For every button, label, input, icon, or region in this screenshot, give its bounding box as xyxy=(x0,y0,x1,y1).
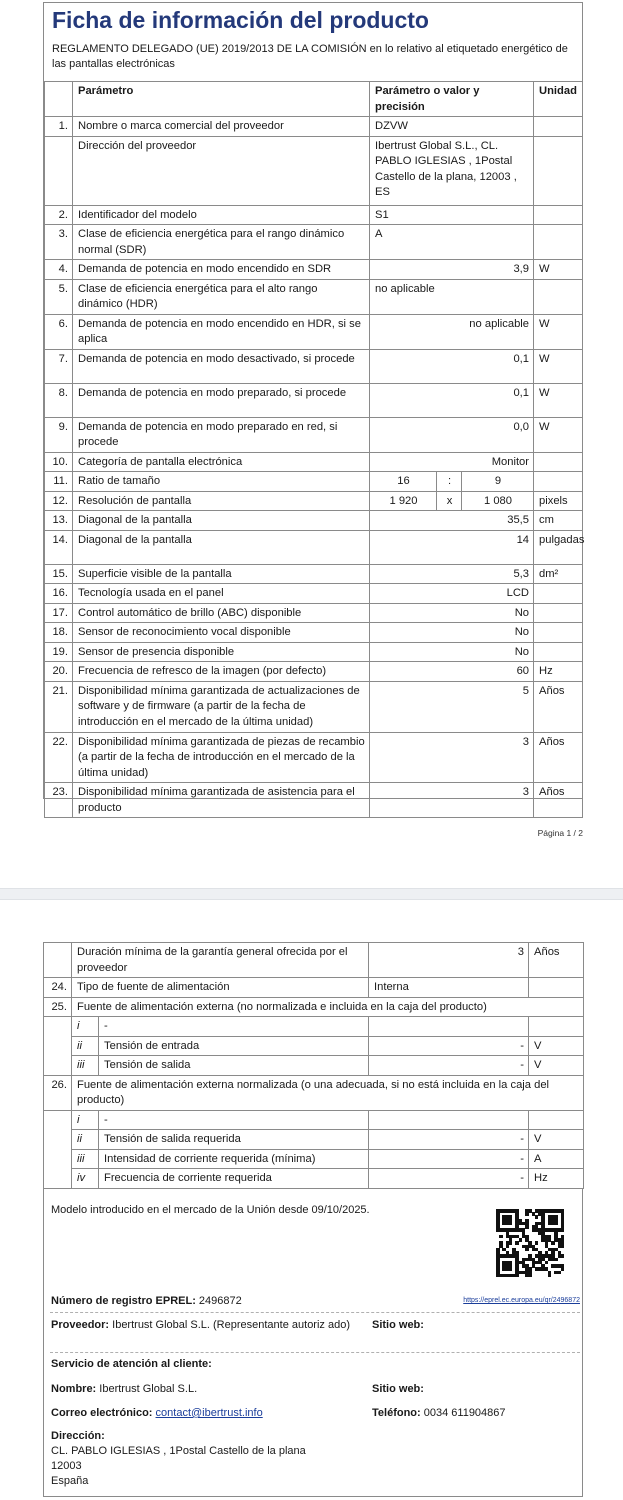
row-unit: Años xyxy=(534,783,583,818)
row-param: Categoría de pantalla electrónica xyxy=(73,452,370,472)
row-unit xyxy=(534,584,583,604)
table-row xyxy=(45,530,583,564)
row-param: Diagonal de la pantalla xyxy=(73,530,370,564)
sub-unit: V xyxy=(529,1130,584,1150)
sub-unit: A xyxy=(529,1149,584,1169)
row-number: 9. xyxy=(45,417,73,452)
row-param: Control automático de brillo (ABC) disponible xyxy=(73,603,370,623)
row-number: 23. xyxy=(45,783,73,818)
email-label: Correo electrónico: xyxy=(51,1407,153,1419)
row-value: 14 xyxy=(370,530,534,564)
row-value: 5,3 xyxy=(370,564,534,584)
eprel-link[interactable] xyxy=(463,1296,580,1306)
table-row xyxy=(45,225,583,260)
row-number: 13. xyxy=(45,511,73,531)
row-param: Demanda de potencia en modo encendido en SDR xyxy=(73,260,370,280)
address-line: CL. PABLO IGLESIAS , 1Postal Castello de la plana xyxy=(51,1445,306,1457)
row-number: 22. xyxy=(45,732,73,783)
sub-row xyxy=(44,1110,584,1130)
row-number: 15. xyxy=(45,564,73,584)
row-param: Dirección del proveedor xyxy=(73,136,370,205)
table-row xyxy=(45,732,583,783)
sub-value: - xyxy=(369,1056,529,1076)
row-value: No xyxy=(370,642,534,662)
sub-row xyxy=(44,1036,584,1056)
row-param: Tipo de fuente de alimentación xyxy=(72,978,369,998)
website-label: Sitio web: xyxy=(372,1319,424,1331)
row-value-2: 9 xyxy=(462,472,534,492)
row-unit: W xyxy=(534,314,583,349)
table-row xyxy=(45,491,583,511)
row-value: 3,9 xyxy=(370,260,534,280)
row-unit: Años xyxy=(534,732,583,783)
sub-unit: V xyxy=(529,1036,584,1056)
address-line: España xyxy=(51,1475,89,1487)
table-row xyxy=(45,472,583,492)
table-row xyxy=(45,452,583,472)
row-number: 24. xyxy=(44,978,72,998)
divider xyxy=(50,1312,580,1313)
eprel-label: Número de registro EPREL: xyxy=(51,1295,196,1307)
sub-index: iii xyxy=(72,1149,99,1169)
address-line: 12003 xyxy=(51,1460,82,1472)
sub-row xyxy=(44,1130,584,1150)
regulation-subtitle: REGLAMENTO DELEGADO (UE) 2019/2013 DE LA COMISIÓN en lo relativo al etiquetado energético de las pantallas electrónicas xyxy=(52,43,568,70)
service-name xyxy=(51,1382,197,1397)
sub-index: i xyxy=(72,1017,99,1037)
table-row xyxy=(45,417,583,452)
warranty-value: 3 xyxy=(369,943,529,978)
sub-value: - xyxy=(369,1169,529,1189)
row-value: 3 xyxy=(370,732,534,783)
supplier-label: Proveedor: xyxy=(51,1319,110,1331)
row-unit xyxy=(534,136,583,205)
row-number: 14. xyxy=(45,530,73,564)
row-param: Diagonal de la pantalla xyxy=(73,511,370,531)
sub-index: ii xyxy=(72,1036,99,1056)
warranty-unit: Años xyxy=(529,943,584,978)
qr-code-icon[interactable] xyxy=(496,1209,564,1277)
supplier-value: Ibertrust Global S.L. (Representante autoriz ado) xyxy=(112,1319,350,1331)
row-unit: W xyxy=(534,417,583,452)
row-unit: Hz xyxy=(534,662,583,682)
sub-index: ii xyxy=(72,1130,99,1150)
sub-label: Tensión de salida requerida xyxy=(99,1130,369,1150)
row-unit: pixels xyxy=(534,491,583,511)
table-row xyxy=(45,642,583,662)
table-row xyxy=(45,383,583,417)
row-value: LCD xyxy=(370,584,534,604)
row-number: 26. xyxy=(44,1075,72,1110)
sub-value: - xyxy=(369,1036,529,1056)
sub-label: Frecuencia de corriente requerida xyxy=(99,1169,369,1189)
row-unit: cm xyxy=(534,511,583,531)
sub-value: - xyxy=(369,1130,529,1150)
row-param: Demanda de potencia en modo preparado en red, si procede xyxy=(73,417,370,452)
row-unit xyxy=(534,452,583,472)
row-param: Demanda de potencia en modo preparado, si procede xyxy=(73,383,370,417)
row-number: 16. xyxy=(45,584,73,604)
product-info-sheet-page1 xyxy=(43,2,585,814)
customer-service-title: Servicio de atención al cliente: xyxy=(51,1358,212,1370)
row-unit: W xyxy=(534,383,583,417)
row-number: 11. xyxy=(45,472,73,492)
row-param: Clase de eficiencia energética para el rango dinámico normal (SDR) xyxy=(73,225,370,260)
row-param: Tecnología usada en el panel xyxy=(73,584,370,604)
row-number: 17. xyxy=(45,603,73,623)
divider xyxy=(50,1352,580,1353)
phone-value: 0034 611904867 xyxy=(423,1407,506,1419)
header-value: Parámetro o valor y precisión xyxy=(370,82,534,117)
eprel-number xyxy=(51,1294,242,1309)
row-separator: : xyxy=(437,472,462,492)
row-number: 6. xyxy=(45,314,73,349)
row-number: 25. xyxy=(44,997,72,1017)
table-row xyxy=(45,511,583,531)
row-unit xyxy=(534,623,583,643)
row-param: Demanda de potencia en modo desactivado, si procede xyxy=(73,349,370,383)
sub-value xyxy=(369,1017,529,1037)
row-unit xyxy=(534,205,583,225)
row-value: 35,5 xyxy=(370,511,534,531)
page-number: Página 1 / 2 xyxy=(537,828,583,838)
row-number: 8. xyxy=(45,383,73,417)
table-row xyxy=(45,279,583,314)
row-value: 0,1 xyxy=(370,349,534,383)
row-value: No xyxy=(370,603,534,623)
row-param: Identificador del modelo xyxy=(73,205,370,225)
row-param: Nombre o marca comercial del proveedor xyxy=(73,117,370,137)
sub-label: - xyxy=(99,1017,369,1037)
row-unit: dm² xyxy=(534,564,583,584)
page-separator xyxy=(0,888,623,900)
row-number: 21. xyxy=(45,681,73,732)
row-unit xyxy=(534,279,583,314)
sub-unit xyxy=(529,1110,584,1130)
row-separator: x xyxy=(437,491,462,511)
row-param: Fuente de alimentación externa (no normalizada e incluida en la caja del producto) xyxy=(72,997,584,1017)
table-row xyxy=(45,681,583,732)
table-row xyxy=(45,623,583,643)
row-param: Frecuencia de refresco de la imagen (por defecto) xyxy=(73,662,370,682)
service-email xyxy=(51,1406,263,1421)
website-label-2: Sitio web: xyxy=(372,1383,424,1395)
warranty-param: Duración mínima de la garantía general ofrecida por el proveedor xyxy=(72,943,369,978)
row-number xyxy=(45,136,73,205)
email-link[interactable]: contact@ibertrust.info xyxy=(155,1407,263,1419)
sub-row xyxy=(44,1169,584,1189)
header-parameter: Parámetro xyxy=(73,82,370,117)
row-value: Monitor xyxy=(370,452,534,472)
row-number: 1. xyxy=(45,117,73,137)
sub-row xyxy=(44,1017,584,1037)
row-param: Ratio de tamaño xyxy=(73,472,370,492)
row-unit xyxy=(534,225,583,260)
parameters-table xyxy=(44,81,583,818)
eprel-url[interactable]: https://eprel.ec.europa.eu/qr/2496872 xyxy=(463,1297,580,1304)
row-value: 5 xyxy=(370,681,534,732)
row-param: Clase de eficiencia energética para el alto rango dinámico (HDR) xyxy=(73,279,370,314)
sub-value xyxy=(369,1110,529,1130)
sub-label: - xyxy=(99,1110,369,1130)
row-param: Fuente de alimentación externa normalizada (o una adecuada, si no está incluida en la caja del producto) xyxy=(72,1075,584,1110)
service-phone xyxy=(372,1406,506,1421)
row-value: DZVW xyxy=(370,117,534,137)
sub-unit xyxy=(529,1017,584,1037)
table-row xyxy=(44,1075,584,1110)
row-param: Disponibilidad mínima garantizada de asistencia para el producto xyxy=(73,783,370,818)
row-number: 7. xyxy=(45,349,73,383)
row-value-1: 1 920 xyxy=(370,491,437,511)
row-value: Ibertrust Global S.L., CL. PABLO IGLESIAS , 1Postal Castello de la plana, 12003 , ES xyxy=(370,136,534,205)
table-row xyxy=(45,783,583,818)
name-value: Ibertrust Global S.L. xyxy=(99,1383,198,1395)
row-param: Superficie visible de la pantalla xyxy=(73,564,370,584)
row-param: Disponibilidad mínima garantizada de actualizaciones de software y de firmware (a partir de la fecha de introducción en el mercado de la última unidad) xyxy=(73,681,370,732)
row-param: Resolución de pantalla xyxy=(73,491,370,511)
market-date-text: Modelo introducido en el mercado de la Unión desde 09/10/2025. xyxy=(51,1204,370,1216)
table-row xyxy=(45,314,583,349)
row-value: 0,1 xyxy=(370,383,534,417)
header-unit: Unidad xyxy=(534,82,583,117)
table-row xyxy=(44,978,584,998)
row-number: 12. xyxy=(45,491,73,511)
row-value-1: 16 xyxy=(370,472,437,492)
row-value: 0,0 xyxy=(370,417,534,452)
sub-label: Tensión de salida xyxy=(99,1056,369,1076)
table-row xyxy=(45,117,583,137)
sub-index: i xyxy=(72,1110,99,1130)
row-value: S1 xyxy=(370,205,534,225)
service-address xyxy=(51,1429,306,1489)
row-unit xyxy=(534,117,583,137)
row-param: Disponibilidad mínima garantizada de piezas de recambio (a partir de la fecha de introducción en el mercado de la última unidad) xyxy=(73,732,370,783)
sub-unit: Hz xyxy=(529,1169,584,1189)
supplier-info xyxy=(51,1318,361,1333)
sub-value: - xyxy=(369,1149,529,1169)
sub-unit: V xyxy=(529,1056,584,1076)
power-supply-table xyxy=(43,942,584,1189)
table-row xyxy=(45,584,583,604)
row-param: Sensor de presencia disponible xyxy=(73,642,370,662)
row-value: no aplicable xyxy=(370,279,534,314)
name-label: Nombre: xyxy=(51,1383,97,1395)
row-number: 2. xyxy=(45,205,73,225)
table-row xyxy=(45,662,583,682)
eprel-value: 2496872 xyxy=(198,1295,242,1307)
address-label: Dirección: xyxy=(51,1430,105,1442)
row-value: 3 xyxy=(370,783,534,818)
row-param: Demanda de potencia en modo encendido en HDR, si se aplica xyxy=(73,314,370,349)
row-number: 4. xyxy=(45,260,73,280)
row-number: 18. xyxy=(45,623,73,643)
row-unit: Años xyxy=(534,681,583,732)
sub-index: iii xyxy=(72,1056,99,1076)
row-value: no aplicable xyxy=(370,314,534,349)
row-number: 10. xyxy=(45,452,73,472)
table-row xyxy=(45,564,583,584)
row-param: Sensor de reconocimiento vocal disponible xyxy=(73,623,370,643)
table-row xyxy=(45,603,583,623)
table-row xyxy=(45,349,583,383)
row-value: Interna xyxy=(369,978,529,998)
row-number: 3. xyxy=(45,225,73,260)
sub-row xyxy=(44,1056,584,1076)
row-unit: pulgadas xyxy=(534,530,583,564)
row-unit: W xyxy=(534,349,583,383)
table-row xyxy=(45,260,583,280)
row-number: 5. xyxy=(45,279,73,314)
row-number: 20. xyxy=(45,662,73,682)
row-unit xyxy=(534,642,583,662)
row-unit xyxy=(534,472,583,492)
sub-index: iv xyxy=(72,1169,99,1189)
row-number: 19. xyxy=(45,642,73,662)
sub-row xyxy=(44,1149,584,1169)
registration-box xyxy=(43,1188,583,1497)
warranty-row xyxy=(44,943,584,978)
table-header-row xyxy=(45,82,583,117)
row-value-2: 1 080 xyxy=(462,491,534,511)
table-row xyxy=(44,997,584,1017)
row-value: No xyxy=(370,623,534,643)
sub-label: Intensidad de corriente requerida (mínima) xyxy=(99,1149,369,1169)
table-row xyxy=(45,136,583,205)
page-title: Ficha de información del producto xyxy=(52,7,429,33)
row-value: 60 xyxy=(370,662,534,682)
table-row xyxy=(45,205,583,225)
row-value: A xyxy=(370,225,534,260)
phone-label: Teléfono: xyxy=(372,1407,421,1419)
row-unit xyxy=(534,603,583,623)
sub-label: Tensión de entrada xyxy=(99,1036,369,1056)
row-unit: W xyxy=(534,260,583,280)
